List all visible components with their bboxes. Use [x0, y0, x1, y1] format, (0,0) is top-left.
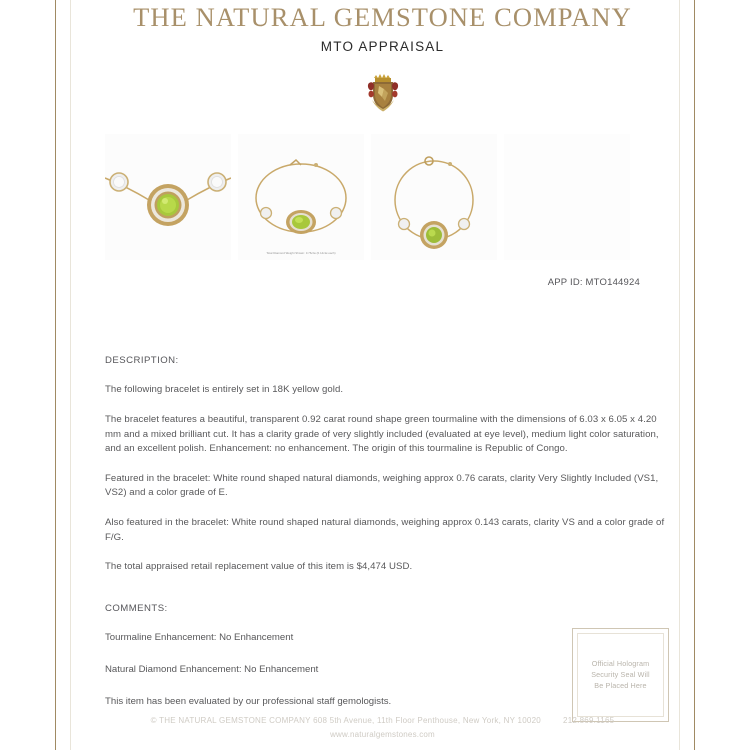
- heraldic-crest-icon: [366, 71, 400, 115]
- seal-line: Be Placed Here: [594, 681, 647, 691]
- hologram-seal-placeholder: [572, 628, 669, 722]
- seal-line: Security Seal Will: [591, 670, 650, 680]
- description-paragraph: Also featured in the bracelet: White round shaped natural diamonds, weighing approx 0.143 carats, clarity VS and a color grade of F/G.: [105, 516, 665, 543]
- comments-area: [105, 631, 666, 710]
- document-footer: [71, 716, 694, 739]
- photo-placeholder: [504, 134, 630, 260]
- comments-label: COMMENTS:: [105, 602, 168, 614]
- footer-copyright: © THE NATURAL GEMSTONE COMPANY 608 5th Avenue, 11th Floor Penthouse, New York, NY 10020: [150, 716, 541, 725]
- document-body: [71, 355, 694, 709]
- bracelet-full-photo[interactable]: [238, 134, 364, 260]
- page-border-left-outer: [55, 0, 56, 750]
- footer-address-line: [71, 716, 694, 725]
- appraised-value-paragraph: The total appraised retail replacement value of this item is $4,474 USD.: [105, 561, 413, 573]
- footer-phone: 212.869.1165: [563, 716, 615, 725]
- comment-line: Tourmaline Enhancement: No Enhancement: [105, 631, 294, 643]
- bracelet-full-illustration: [238, 134, 364, 260]
- hologram-seal-inner: [577, 633, 664, 717]
- bracelet-circular-photo[interactable]: [371, 134, 497, 260]
- photo-caption: Total Diamond Weight Shown: 0.76ctw (0.14ctw each): [266, 252, 336, 256]
- document-subtitle: MTO APPRAISAL: [320, 39, 445, 55]
- description-paragraph: Featured in the bracelet: White round shaped natural diamonds, weighing approx 0.76 carats, clarity Very Slightly Included (VS1, VS2) and a color grade of E.: [105, 472, 659, 499]
- description-paragraph: The bracelet features a beautiful, transparent 0.92 carat round shape green tourmaline with the dimensions of 6.03 x 6.05 x 4.20 mm and a mixed brilliant cut. It has a clarity grade of very slightly included (evaluated at eye level), medium light color saturation, and an excellent polish. Enhancement: no enhancement. The origin of this tourmaline is Republic of Congo.: [105, 414, 659, 455]
- bracelet-circular-illustration: [371, 134, 497, 260]
- crest-logo-container: [71, 71, 694, 115]
- appraisal-document: [71, 0, 694, 750]
- description-label: DESCRIPTION:: [105, 355, 179, 367]
- seal-line: Official Hologram: [591, 658, 650, 668]
- footer-website[interactable]: www.naturalgemstones.com: [330, 730, 435, 739]
- bracelet-closeup-illustration: [105, 134, 231, 260]
- company-name: THE NATURAL GEMSTONE COMPANY: [133, 2, 632, 32]
- document-header: [71, 0, 694, 54]
- product-image-strip: [71, 134, 694, 260]
- app-id: APP ID: MTO144924: [547, 277, 640, 289]
- description-paragraph: The following bracelet is entirely set in 18K yellow gold.: [105, 384, 344, 396]
- bracelet-closeup-photo[interactable]: [105, 134, 231, 260]
- page-border-right-outer: [694, 0, 695, 750]
- comment-line: This item has been evaluated by our professional staff gemologists.: [105, 696, 392, 708]
- comment-line: Natural Diamond Enhancement: No Enhancement: [105, 664, 319, 676]
